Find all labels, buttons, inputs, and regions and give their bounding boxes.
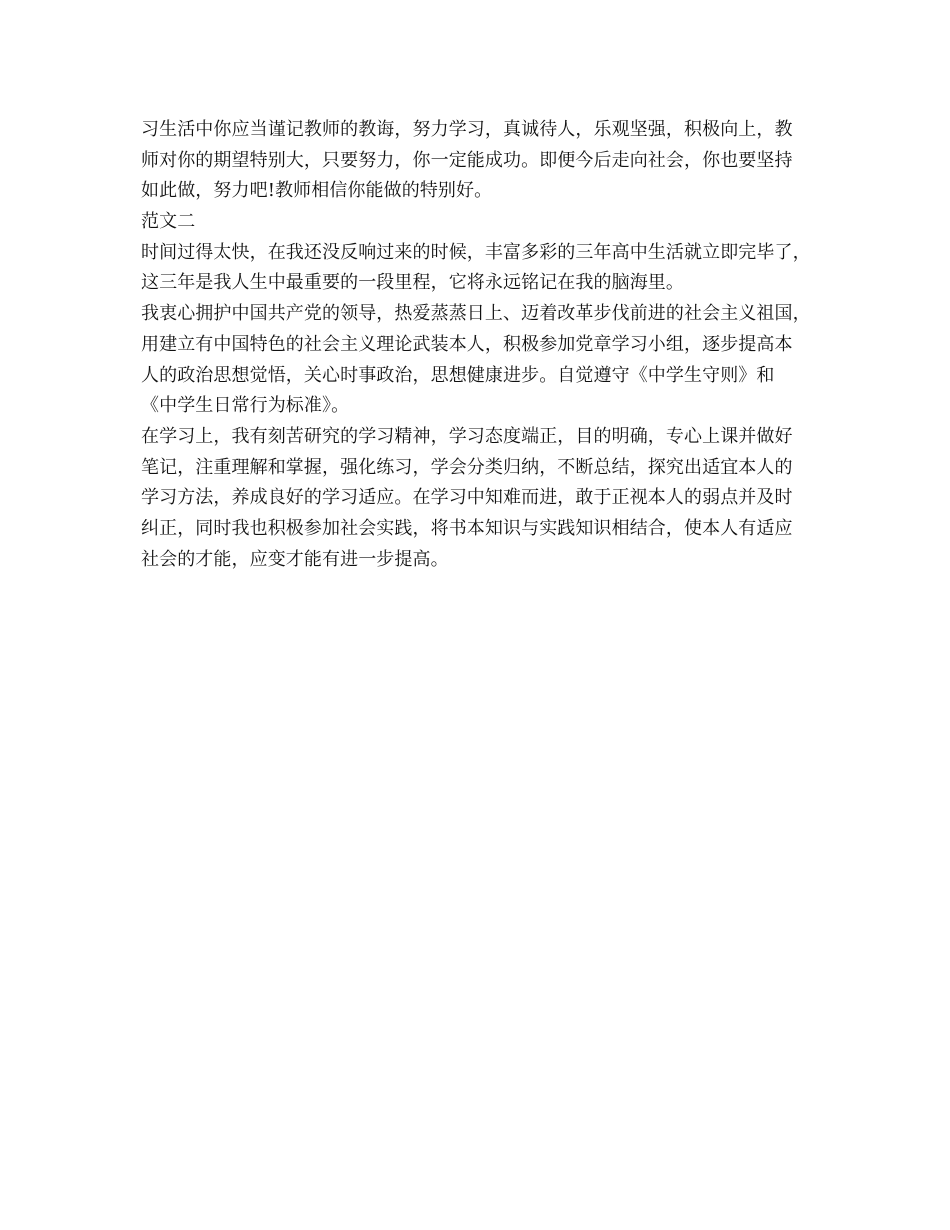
text-line: 如此做，努力吧!教师相信你能做的特别好。 [141, 180, 493, 202]
text-line: 时间过得太快，在我还没反响过来的时候，丰富多彩的三年高中生活就立即完毕了， [141, 241, 811, 263]
section-heading: 范文二 [141, 211, 196, 233]
text-line: 这三年是我人生中最重要的一段里程，它将永远铭记在我的脑海里。 [141, 272, 684, 294]
text-line: 师对你的期望特别大，只要努力，你一定能成功。即便今后走向社会，你也要坚持 [141, 149, 793, 171]
text-line: 习生活中你应当谨记教师的教诲，努力学习，真诚待人，乐观坚强，积极向上，教 [141, 119, 793, 140]
text-line: 用建立有中国特色的社会主义理论武装本人，积极参加党章学习小组，逐步提高本 [141, 333, 793, 355]
document-body [141, 115, 817, 575]
text-line: 我衷心拥护中国共产党的领导，热爱蒸蒸日上、迈着改革步伐前进的社会主义祖国， [141, 303, 811, 325]
text-line: 社会的才能，应变才能有进一步提高。 [141, 548, 449, 570]
text-line: 笔记，注重理解和掌握，强化练习，学会分类归纳，不断总结，探究出适宜本人的 [141, 456, 793, 478]
text-line: 学习方法，养成良好的学习适应。在学习中知难而进，敢于正视本人的弱点并及时 [141, 487, 793, 509]
text-line: 纠正，同时我也积极参加社会实践，将书本知识与实践知识相结合，使本人有适应 [141, 517, 793, 539]
text-line: 《中学生日常行为标准》。 [141, 395, 350, 417]
text-line: 在学习上，我有刻苦研究的学习精神，学习态度端正，目的明确，专心上课并做好 [141, 425, 793, 447]
text-line: 人的政治思想觉悟，关心时事政治，思想健康进步。自觉遵守《中学生守则》和 [141, 364, 775, 386]
